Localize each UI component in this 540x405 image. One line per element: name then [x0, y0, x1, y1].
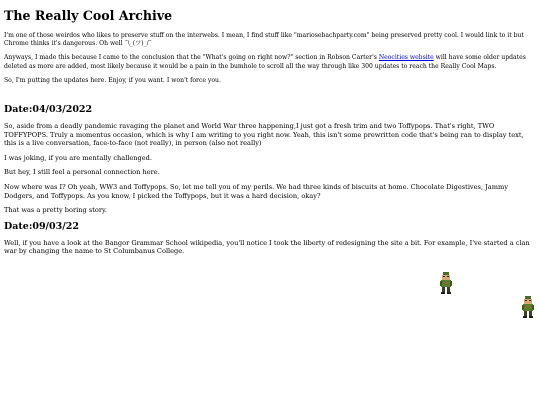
- intro-p2-before: Anyways, I made this because I came to the conclusion that the "What's going on right now?" section in Robson Carter's: [4, 54, 379, 62]
- intro-paragraph-3: So, I'm putting the updates here. Enjoy, if you want. I won't force you.: [4, 76, 221, 84]
- page-content: [4, 8, 536, 262]
- entry-date-heading: Date:09/03/22: [4, 220, 79, 232]
- entry-paragraph: I was joking, if you are mentally challenged.: [4, 153, 152, 162]
- entry-date-heading: Date:04/03/2022: [4, 104, 93, 116]
- page-title: The Really Cool Archive: [4, 8, 173, 23]
- intro-p2-after: will have some older updates deleted as more are added, most likely because it would be a pain in the bumhole to scroll all the way through like 300 updates to reach the Really Cool Maps.: [4, 54, 526, 70]
- soldier-sprite-2: [521, 296, 535, 318]
- neocities-website-link[interactable]: Neocities website: [378, 54, 434, 62]
- intro-paragraph-2: [4, 54, 536, 70]
- entry-paragraph: But hey, I still feel a personal connection here.: [4, 168, 160, 177]
- entry-paragraph: So, aside from a deadly pandemic ravaging the planet and World War three happening,I just got a fresh trim and two Toffypops. That's right, TWO TOFFYPOPS. Truly a momentus occasion, which is why I am writing to you right now. Yeah, this isn't some prewritten code that's being ran to display text, this is a live conversation, face-to-face (not really), in person (also not really): [4, 122, 524, 148]
- entry-paragraph: That was a pretty boring story.: [4, 206, 107, 215]
- intro-paragraph-1: I'm one of those weirdos who likes to preserve stuff on the interwebs. I mean, I find stuff like "mariosebachparty.com" being preserved pretty cool. I would link to it but Chrome thinks it's dangerous. Oh well ¯\_(ツ)_/¯: [4, 32, 524, 48]
- entry-paragraph: Well, if you have a look at the Bangor Grammar School wikipedia, you'll notice I took the liberty of redesigning the site a bit. For example, I've started a clan war by changing the name to St Columbanus College.: [4, 238, 530, 256]
- entry-paragraph: Now where was I? Oh yeah, WW3 and Toffypops. So, let me tell you of my perils. We had three kinds of biscuits at home. Chocolate Digestives, Jammy Dodgers, and Toffypops. As you know, I picked the Toffypops, but it was a hard decision, okay?: [4, 182, 508, 200]
- soldier-sprite-1: [439, 272, 453, 294]
